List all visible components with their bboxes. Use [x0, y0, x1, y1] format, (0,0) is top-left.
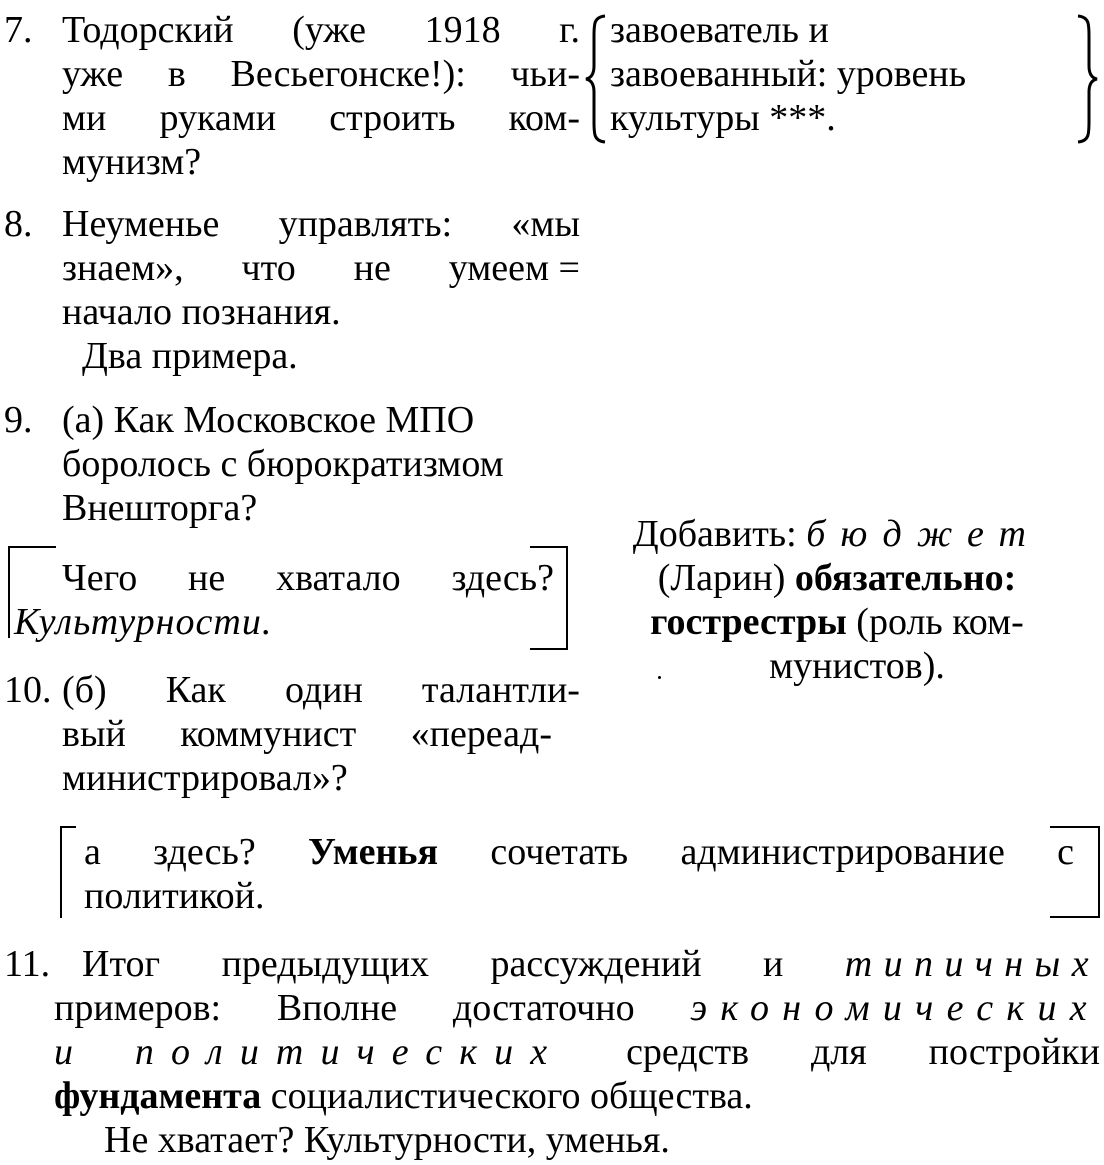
box-1-text: Чего не хватало здесь? Культурности. [14, 557, 554, 643]
box-1-right-rule [566, 546, 568, 650]
box-1-left-rule [8, 546, 10, 638]
item-10-text: (б) Как один талантли- вый коммунист «переад- министрировал»? [62, 669, 580, 799]
item-7-text: Тодорский (уже 1918 г. уже в Весьегонске!): чьи- ми руками строить ком- мунизм? [62, 9, 580, 183]
item-11-number: 11. [4, 943, 51, 985]
stray-dot [658, 676, 661, 679]
box-1-bottom-right-rule [530, 648, 568, 650]
box-2-top-right-rule [1050, 826, 1100, 828]
item-7-number: 7. [4, 9, 33, 51]
item-8-number: 8. [4, 203, 33, 245]
box-2-right-rule [1098, 826, 1100, 918]
item-9-number: 9. [4, 399, 33, 441]
right-brace-icon [1076, 14, 1098, 144]
item-7-aside: завоеватель и завоеванный: уровень культуры ***. [610, 9, 967, 139]
box-2-text: а здесь? Уменья сочетать администрирование с политикой. [84, 831, 1074, 917]
item-8-text: Неуменье управлять: «мы знаем», что не умеем = начало познания. Два примера. [62, 203, 580, 377]
box-1-top-right-rule [530, 546, 568, 548]
side-note: Добавить: бюджет (Ларин) обязательно: гострестры (роль ком- мунистов). [632, 513, 1042, 687]
item-9-text: (а) Как Московское МПО боролось с бюрократизмом Внешторга? [62, 399, 504, 529]
box-2-top-left-rule [60, 826, 76, 828]
box-1-top-left-rule [8, 546, 56, 548]
item-11-text: Итог предыдущих рассуждений и типичных примеров: Вполне достаточно экономических и политических средств для постройки фундамента социалистического общества. Не хватает? Культурности, уменья. [54, 943, 1100, 1161]
left-brace-icon [585, 14, 607, 144]
item-10-number: 10. [4, 669, 52, 711]
box-2-left-rule [60, 826, 62, 918]
